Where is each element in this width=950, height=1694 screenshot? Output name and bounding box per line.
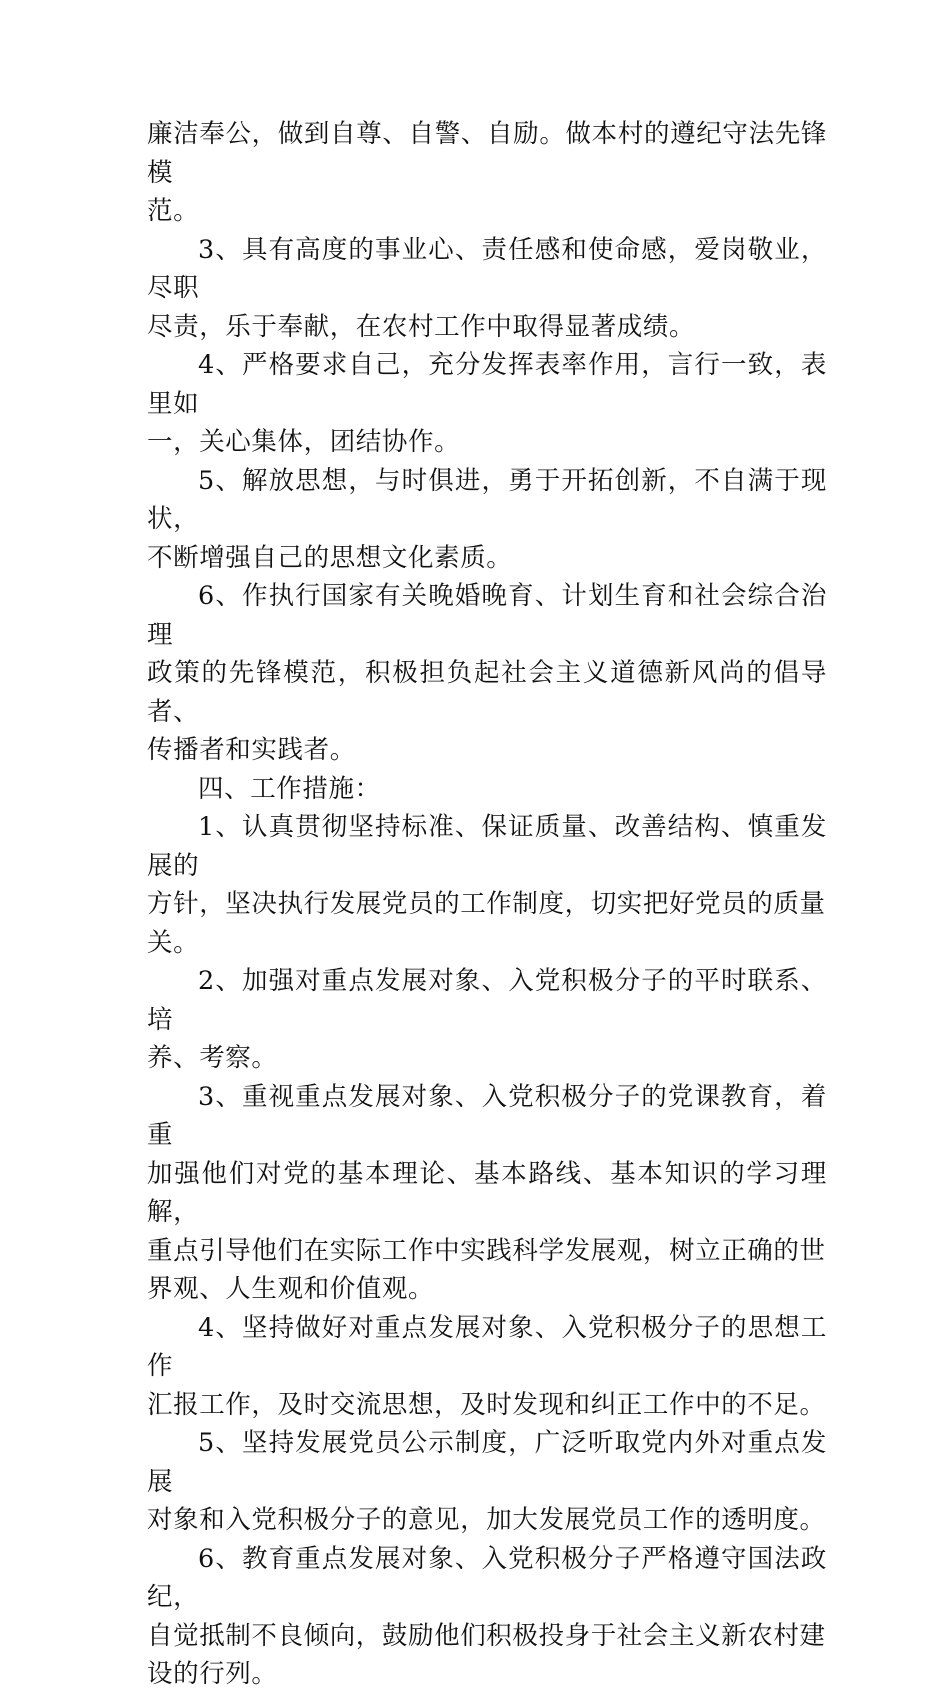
paragraph-requirement-4: 4、严格要求自己，充分发挥表率作用，言行一致，表里如 一，关心集体，团结协作。 [147,350,827,457]
paragraph-requirement-5: 5、解放思想，与时俱进，勇于开拓创新，不自满于现状， 不断增强自己的思想文化素质。 [147,465,827,573]
paragraph-measure-5: 5、坚持发展党员公示制度，广泛听取党内外对重点发展 对象和入党积极分子的意见，加大发展党员工作的透明度。 [147,1428,827,1535]
paragraph-measure-2: 2、加强对重点发展对象、入党积极分子的平时联系、培 养、考察。 [147,966,827,1073]
paragraph-measure-3: 3、重视重点发展对象、入党积极分子的党课教育，着重 加强他们对党的基本理论、基本路线、基本知识的学习理解， 重点引导他们在实际工作中实践科学发展观，树立正确的世 界观、人生观和价值观。 [147,1081,827,1304]
section-heading-work-measures: 四、工作措施： [198,773,381,804]
document-body [147,115,827,1694]
paragraph-measure-4: 4、坚持做好对重点发展对象、入党积极分子的思想工作 汇报工作，及时交流思想，及时发现和纠正工作中的不足。 [147,1312,827,1420]
paragraph-requirement-3: 3、具有高度的事业心、责任感和使命感，爱岗敬业，尽职 尽责，乐于奉献，在农村工作中取得显著成绩。 [147,234,827,342]
paragraph-measure-1: 1、认真贯彻坚持标准、保证质量、改善结构、慎重发展的 方针，坚决执行发展党员的工作制度，切实把好党员的质量 关。 [147,812,827,958]
paragraph-requirement-6: 6、作执行国家有关晚婚晚育、计划生育和社会综合治理 政策的先锋模范，积极担负起社会主义道德新风尚的倡导者、 传播者和实践者。 [147,581,827,765]
paragraph-measure-6: 6、教育重点发展对象、入党积极分子严格遵守国法政纪， 自觉抵制不良倾向，鼓励他们积极投身于社会主义新农村建 设的行列。 [147,1543,827,1689]
paragraph-continuation: 廉洁奉公，做到自尊、自警、自励。做本村的遵纪守法先锋模 范。 [147,119,827,226]
